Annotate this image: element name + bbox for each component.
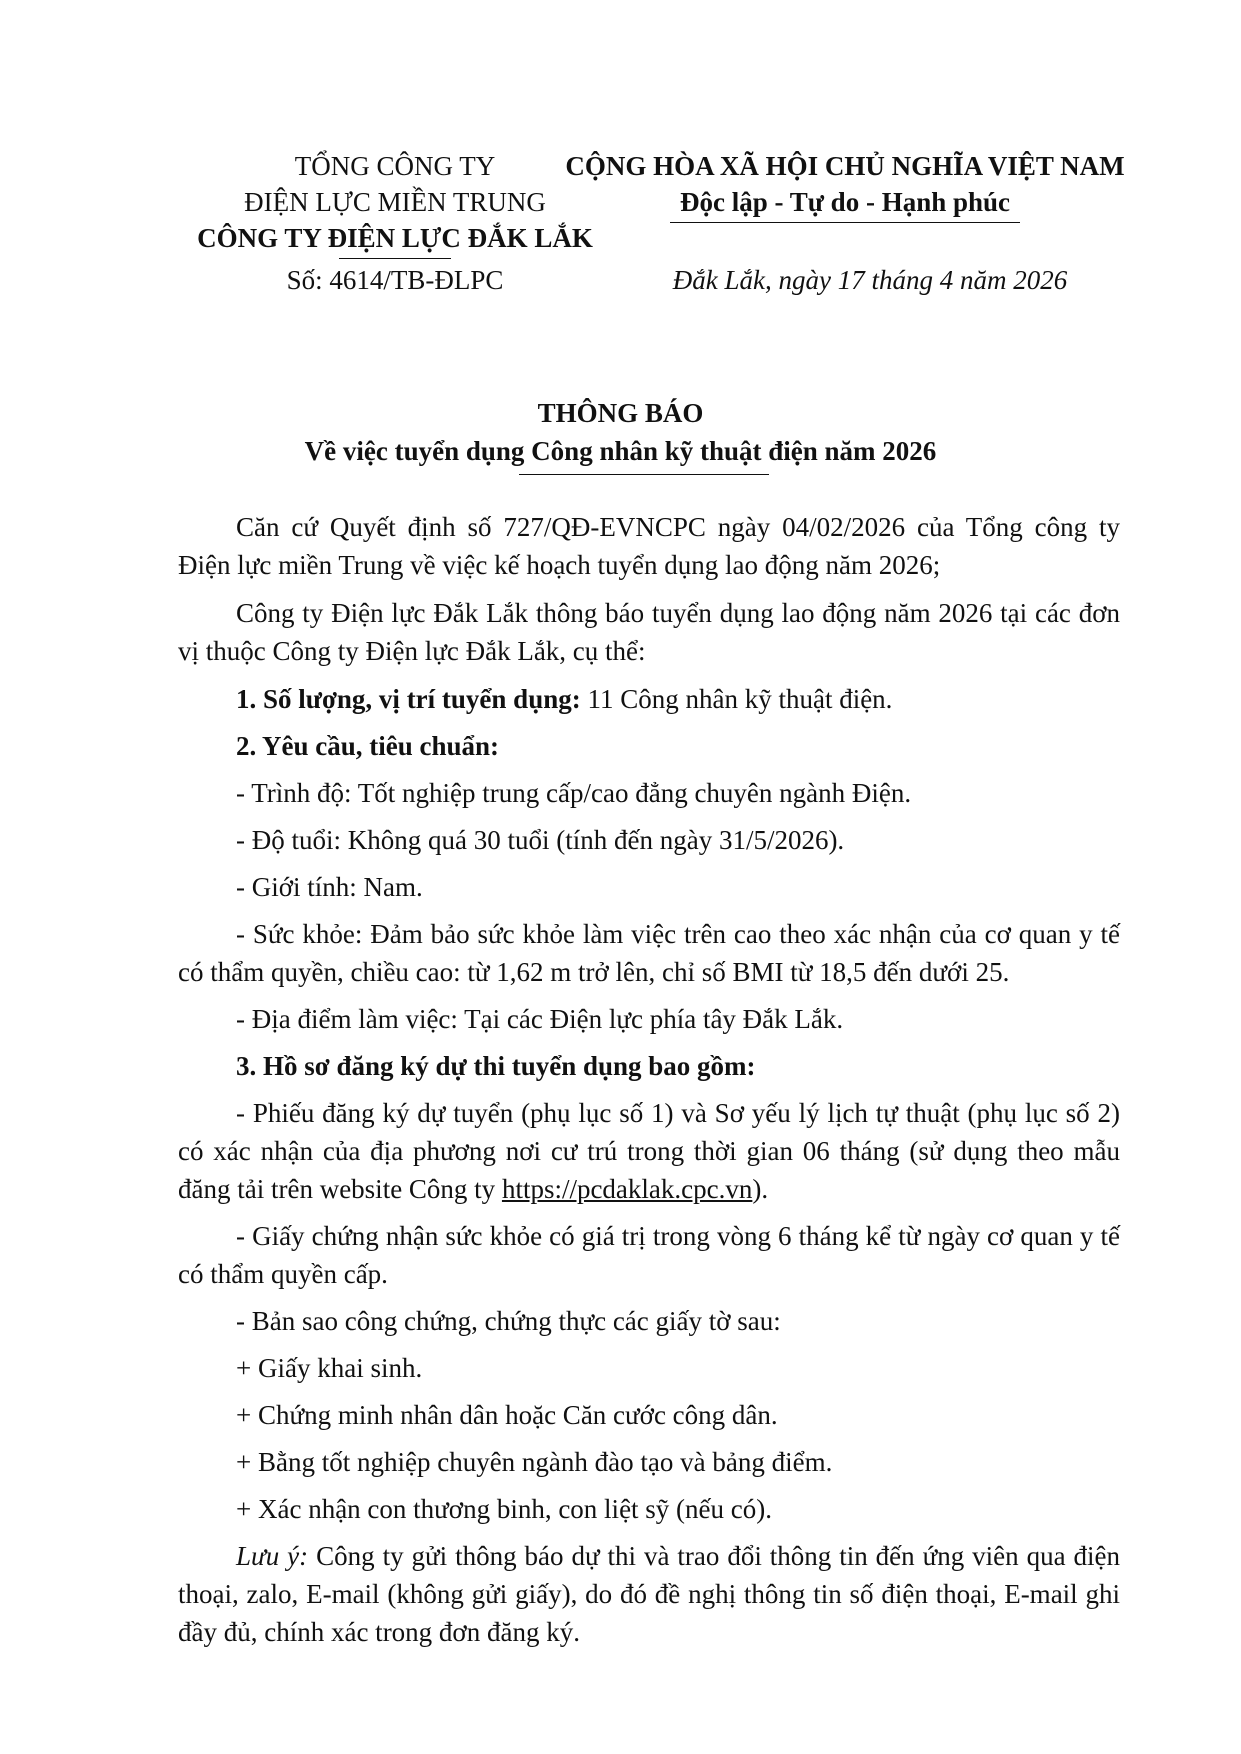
section-2-heading: 2. Yêu cầu, tiêu chuẩn: <box>236 731 500 761</box>
list-item: + Xác nhận con thương binh, con liệt sỹ (nếu có). <box>236 1494 773 1524</box>
list-item-text: - Phiếu đăng ký dự tuyển (phụ lục số 1) và Sơ yếu lý lịch tự thuật (phụ lục số 2) có xác nhận của địa phương nơi cư trú trong thời gian 06 tháng (sử dụng theo mẫu đăng tải trên website Công ty <box>178 1098 1120 1204</box>
title-underline <box>519 474 769 475</box>
nation-block <box>540 148 1150 223</box>
list-item: + Chứng minh nhân dân hoặc Căn cước công dân. <box>236 1400 778 1430</box>
list-item: - Địa điểm làm việc: Tại các Điện lực phía tây Đắk Lắk. <box>236 1004 844 1034</box>
list-item: - Bản sao công chứng, chứng thực các giấy tờ sau: <box>236 1306 781 1336</box>
section-3-heading: 3. Hồ sơ đăng ký dự thi tuyển dụng bao gồm: <box>236 1051 756 1081</box>
list-item: - Trình độ: Tốt nghiệp trung cấp/cao đẳng chuyên ngành Điện. <box>236 778 912 808</box>
document-number: Số: 4614/TB-ĐLPC <box>286 265 504 295</box>
section-1-heading: 1. Số lượng, vị trí tuyển dụng: <box>236 684 581 714</box>
list-item: - Độ tuổi: Không quá 30 tuổi (tính đến ngày 31/5/2026). <box>236 825 845 855</box>
paragraph-announcement: Công ty Điện lực Đắk Lắk thông báo tuyển dụng lao động năm 2026 tại các đơn vị thuộc Công ty Điện lực Đắk Lắk, cụ thể: <box>178 598 1120 666</box>
list-item: - Sức khỏe: Đảm bảo sức khỏe làm việc trên cao theo xác nhận của cơ quan y tế có thẩm quyền, chiều cao: từ 1,62 m trở lên, chỉ số BMI từ 18,5 đến dưới 25. <box>178 919 1120 987</box>
document-body <box>178 508 1120 1661</box>
issuer-line-1: TỔNG CÔNG TY <box>294 151 496 181</box>
note-paragraph <box>178 1537 1120 1651</box>
list-item: + Bằng tốt nghiệp chuyên ngành đào tạo và bảng điểm. <box>236 1447 833 1477</box>
document-title: THÔNG BÁO <box>537 398 704 428</box>
note-text: Công ty gửi thông báo dự thi và trao đổi thông tin đến ứng viên qua điện thoại, zalo, E-mail (không gửi giấy), do đó đề nghị thông tin số điện thoại, E-mail ghi đầy đủ, chính xác trong đơn đăng ký. <box>178 1541 1121 1647</box>
issuer-underline <box>339 258 451 259</box>
nation-title: CỘNG HÒA XÃ HỘI CHỦ NGHĨA VIỆT NAM <box>565 151 1125 181</box>
issuer-line-3: CÔNG TY ĐIỆN LỰC ĐẮK LẮK <box>197 223 593 253</box>
section-1-text: 11 Công nhân kỹ thuật điện. <box>580 684 893 714</box>
note-label: Lưu ý: <box>236 1541 309 1571</box>
section-1 <box>178 680 1120 718</box>
list-item: + Giấy khai sinh. <box>236 1353 423 1383</box>
document-subtitle: Về việc tuyển dụng Công nhân kỹ thuật điện năm 2026 <box>304 436 937 466</box>
list-item: - Giới tính: Nam. <box>236 872 423 902</box>
motto-underline <box>670 222 1020 223</box>
motto: Độc lập - Tự do - Hạnh phúc <box>679 187 1011 217</box>
list-item <box>178 1094 1120 1208</box>
issuer-line-2: ĐIỆN LỰC MIỀN TRUNG <box>244 187 546 217</box>
website-link[interactable]: https://pcdaklak.cpc.vn <box>501 1174 753 1204</box>
place-date: Đắk Lắk, ngày 17 tháng 4 năm 2026 <box>672 265 1068 295</box>
paragraph-basis: Căn cứ Quyết định số 727/QĐ-EVNCPC ngày 04/02/2026 của Tổng công ty Điện lực miền Trung về việc kế hoạch tuyển dụng lao động năm 2026; <box>178 512 1120 580</box>
list-item: - Giấy chứng nhận sức khỏe có giá trị trong vòng 6 tháng kể từ ngày cơ quan y tế có thẩm quyền cấp. <box>178 1221 1120 1289</box>
list-item-end: ). <box>752 1174 769 1204</box>
